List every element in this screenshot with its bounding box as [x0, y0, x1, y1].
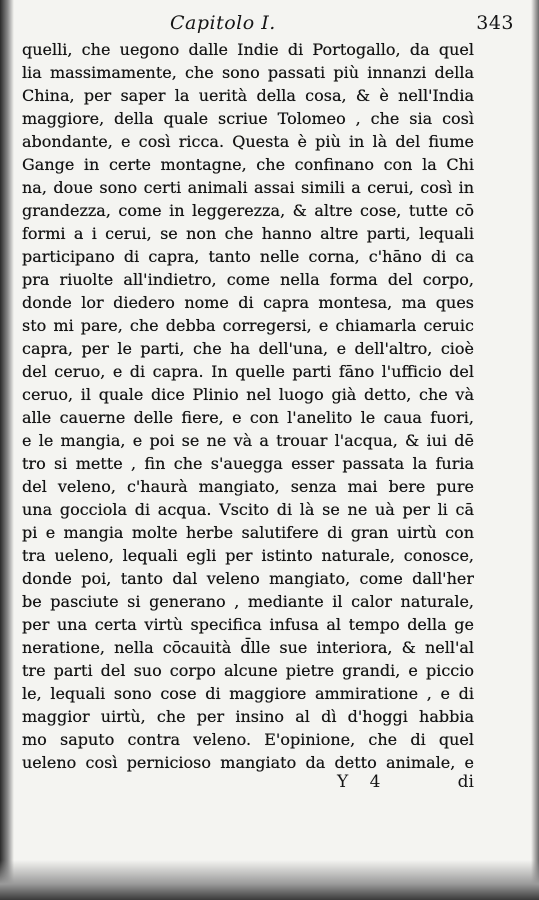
- text-line: donde lor diedero nome di capra montesa, ma ques: [22, 293, 474, 312]
- text-line: ceruo, il quale dice Plinio nel luogo già detto, che và: [22, 385, 474, 404]
- text-line: maggiore, della quale scriue Tolomeo , che sia così: [22, 109, 474, 128]
- page-bottom-shadow: [0, 860, 539, 900]
- body-text: [22, 38, 474, 774]
- text-line: le, lequali sono cose di maggiore ammiratione , e di: [22, 684, 474, 703]
- text-line: per una certa virtù specifica infusa al tempo della ge: [22, 615, 474, 634]
- text-line: abondante, e così ricca. Questa è più in là del fiume: [22, 132, 474, 151]
- page-header: [170, 12, 514, 38]
- catchword: di: [457, 772, 474, 792]
- text-line: China, per saper la uerità della cosa, & è nell'India: [22, 86, 474, 105]
- text-line: pi e mangia molte herbe salutifere di gran uirtù con: [22, 523, 474, 542]
- text-line: alle cauerne delle fiere, e con l'anelito le caua fuori,: [22, 408, 474, 427]
- text-line: na, doue sono certi animali assai simili a cerui, così in: [22, 178, 474, 197]
- text-line: donde poi, tanto dal veleno mangiato, come dall'her: [22, 569, 474, 588]
- text-line: del veleno, c'haurà mangiato, senza mai bere pure: [22, 477, 474, 496]
- text-line: grandezza, come in leggerezza, & altre cose, tutte cō: [22, 201, 474, 220]
- page-footer: [22, 772, 474, 796]
- text-line: lia massimamente, che sono passati più innanzi della: [22, 63, 474, 82]
- text-line: capra, per le parti, che ha dell'una, e dell'altro, cioè: [22, 339, 474, 358]
- text-line: neratione, nella cōcauità d̄lle sue interiora, & nell'al: [22, 638, 474, 657]
- text-line: formi a i cerui, se non che hanno altre parti, lequali: [22, 224, 474, 243]
- text-line: Gange in certe montagne, che confinano con la Chi: [22, 155, 474, 174]
- text-line: sto mi pare, che debba corregersi, e chiamarla ceruic: [22, 316, 474, 335]
- text-line: mo saputo contra veleno. E'opinione, che di quel: [22, 730, 474, 749]
- text-line: quelli, che uegono dalle Indie di Portogallo, da quel: [22, 40, 474, 59]
- text-line: tre parti del suo corpo alcune pietre grandi, e piccio: [22, 661, 474, 680]
- text-line: tra ueleno, lequali egli per istinto naturale, conosce,: [22, 546, 474, 565]
- text-line: maggior uirtù, che per insino al dì d'hoggi habbia: [22, 707, 474, 726]
- text-line: participano di capra, tanto nelle corna, c'hāno di ca: [22, 247, 474, 266]
- text-line: pra riuolte all'indietro, come nella forma del corpo,: [22, 270, 474, 289]
- text-line: ueleno così pernicioso mangiato da detto animale, e: [22, 753, 474, 772]
- text-line: be pasciute si generano , mediante il calor naturale,: [22, 592, 474, 611]
- text-line: una gocciola di acqua. Vscito di là se ne uà per li cā: [22, 500, 474, 519]
- running-head: Capitolo I.: [170, 12, 276, 34]
- page-gutter-shadow: [0, 0, 14, 900]
- text-line: e le mangia, e poi se ne và a trouar l'acqua, & iui dē: [22, 431, 474, 450]
- text-line: del ceruo, e di capra. In quelle parti fāno l'ufficio del: [22, 362, 474, 381]
- page-edge-shadow: [531, 0, 539, 900]
- text-line: tro si mette , fin che s'auegga esser passata la furia: [22, 454, 474, 473]
- page-number: 343: [476, 12, 514, 34]
- signature-mark: Y 4: [337, 772, 389, 792]
